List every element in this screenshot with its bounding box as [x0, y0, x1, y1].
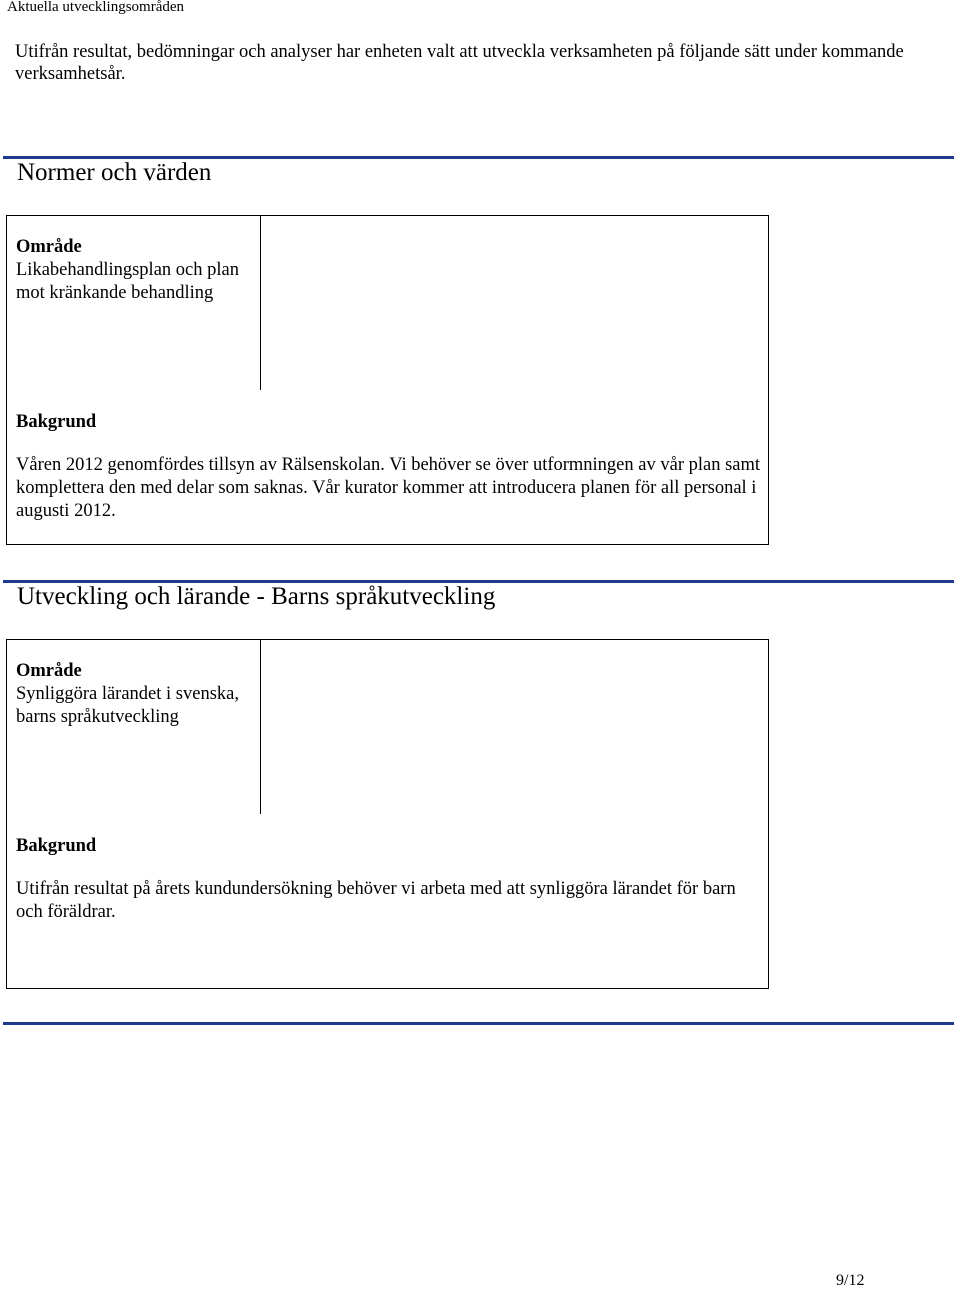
area-box-normer	[6, 215, 769, 391]
background-text: Våren 2012 genomfördes tillsyn av Rälsenskolan. Vi behöver se över utformningen av vår plan samt komplettera den med delar som saknas. Vår kurator kommer att introducera planen för all personal i augusti 2012.	[16, 455, 761, 521]
area-cell	[16, 660, 251, 729]
section-title-utveckling: Utveckling och lärande - Barns språkutveckling	[17, 583, 496, 610]
page-header-title: Aktuella utvecklingsområden	[7, 0, 185, 15]
section-divider-rule	[3, 1022, 954, 1025]
area-value: Likabehandlingsplan och plan mot kränkande behandling	[16, 260, 239, 303]
area-value: Synliggöra lärandet i svenska, barns språkutveckling	[16, 684, 239, 727]
area-label: Område	[16, 661, 82, 681]
area-label: Område	[16, 237, 82, 257]
background-label: Bakgrund	[16, 412, 97, 432]
background-text: Utifrån resultat på årets kundundersökning behöver vi arbeta med att synliggöra lärandet för barn och föräldrar.	[16, 879, 736, 922]
area-cell	[16, 236, 251, 305]
cell-divider	[260, 640, 261, 814]
intro-paragraph: Utifrån resultat, bedömningar och analyser har enheten valt att utveckla verksamheten på följande sätt under kommande verksamhetsår.	[15, 42, 904, 84]
section-title-normer: Normer och värden	[17, 159, 212, 186]
area-box-utveckling	[6, 639, 769, 815]
background-box-normer	[6, 390, 769, 545]
background-box-utveckling	[6, 814, 769, 989]
background-label: Bakgrund	[16, 836, 97, 856]
page-number: 9/12	[836, 1272, 865, 1289]
cell-divider	[260, 216, 261, 390]
